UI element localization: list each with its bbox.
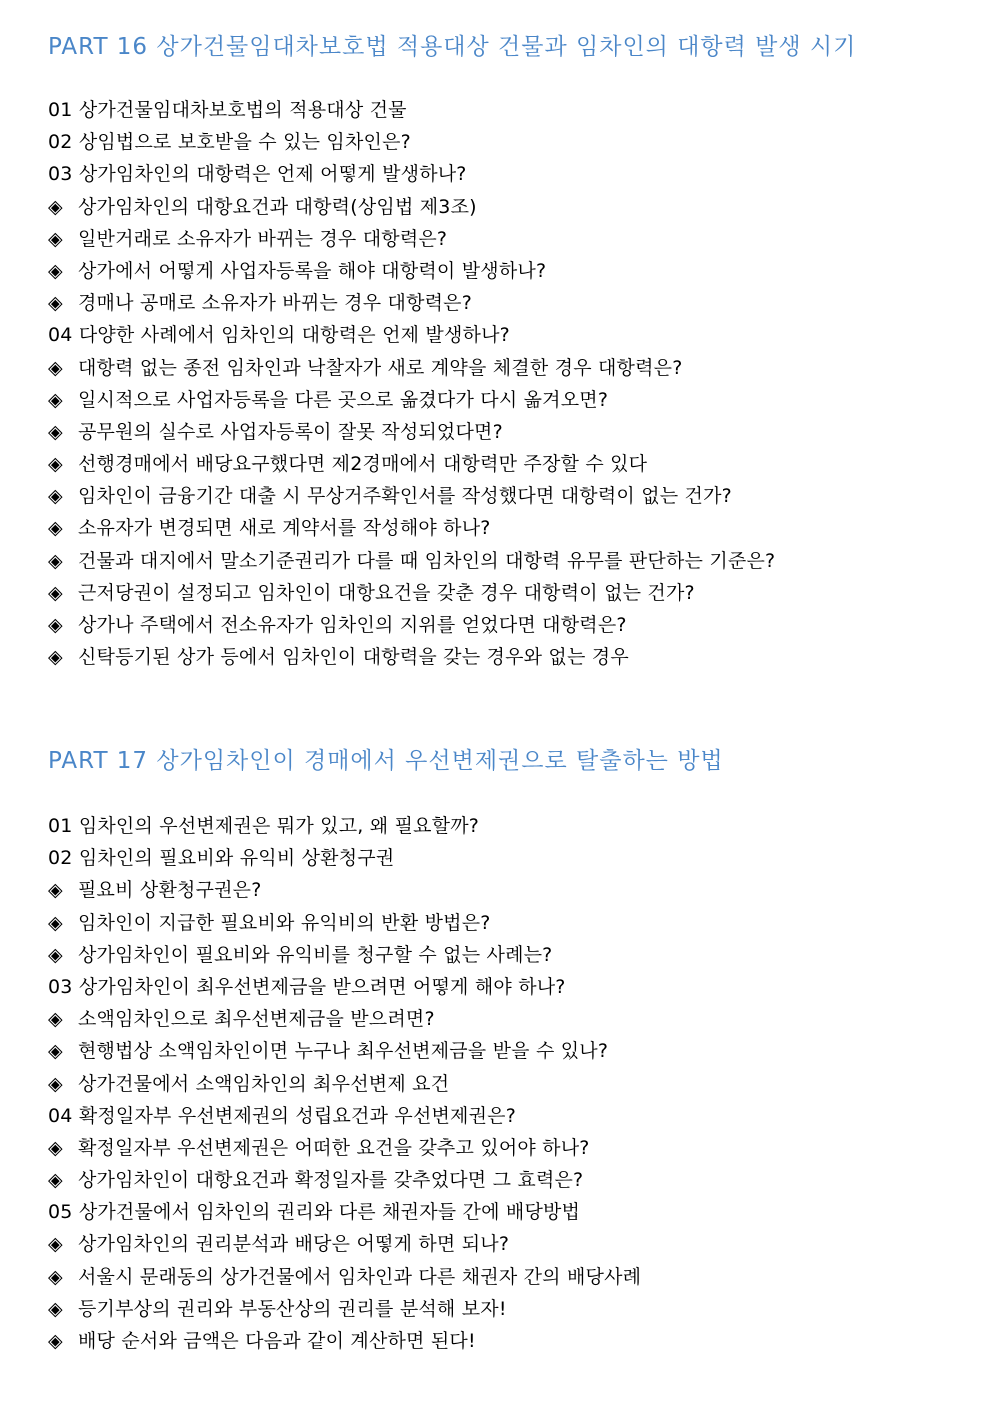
bullet-item (48, 1228, 641, 1260)
item-text: 등기부상의 권리와 부동산상의 권리를 분석해 보자! (78, 1297, 507, 1320)
item-text: 상가에서 어떻게 사업자등록을 해야 대항력이 발생하나? (78, 259, 547, 282)
diamond-bullet-icon: ◈ (48, 356, 63, 379)
item-text: 소유자가 변경되면 새로 계약서를 작성해야 하나? (78, 517, 491, 540)
bullet-item (48, 874, 641, 906)
chapter-heading (48, 842, 641, 874)
diamond-bullet-icon: ◈ (48, 292, 63, 315)
diamond-bullet-icon: ◈ (48, 1169, 63, 1192)
item-text: 경매나 공매로 소유자가 바뀌는 경우 대항력은? (78, 292, 473, 315)
bullet-item (48, 1164, 641, 1196)
bullet-item (48, 1132, 641, 1164)
bullet-item (48, 384, 775, 416)
item-text: 현행법상 소액임차인이면 누구나 최우선변제금을 받을 수 있나? (78, 1040, 609, 1063)
item-text: 02 임차인의 필요비와 유익비 상환청구권 (48, 847, 395, 870)
item-text: 신탁등기된 상가 등에서 임차인이 대항력을 갖는 경우와 없는 경우 (78, 646, 629, 669)
diamond-bullet-icon: ◈ (48, 227, 63, 250)
diamond-bullet-icon: ◈ (48, 420, 63, 443)
diamond-bullet-icon: ◈ (48, 581, 63, 604)
item-text: 상가임차인이 필요비와 유익비를 청구할 수 없는 사례는? (78, 943, 553, 966)
part-17-list (48, 810, 641, 1357)
chapter-heading (48, 319, 775, 351)
diamond-bullet-icon: ◈ (48, 453, 63, 476)
diamond-bullet-icon: ◈ (48, 943, 63, 966)
diamond-bullet-icon: ◈ (48, 1040, 63, 1063)
bullet-item (48, 1035, 641, 1067)
bullet-item (48, 609, 775, 641)
item-text: 04 다양한 사례에서 임차인의 대항력은 언제 발생하나? (48, 324, 510, 347)
diamond-bullet-icon: ◈ (48, 1297, 63, 1320)
diamond-bullet-icon: ◈ (48, 1233, 63, 1256)
bullet-item (48, 255, 775, 287)
diamond-bullet-icon: ◈ (48, 879, 63, 902)
bullet-item (48, 352, 775, 384)
item-text: 확정일자부 우선변제권은 어떠한 요건을 갖추고 있어야 하나? (78, 1136, 590, 1159)
item-text: 03 상가임차인이 최우선변제금을 받으려면 어떻게 해야 하나? (48, 975, 566, 998)
part-16-title: PART 16 상가건물임대차보호법 적용대상 건물과 임차인의 대항력 발생 시기 (48, 34, 857, 60)
bullet-item (48, 1293, 641, 1325)
diamond-bullet-icon: ◈ (48, 549, 63, 572)
item-text: 03 상가임차인의 대항력은 언제 어떻게 발생하나? (48, 163, 467, 186)
diamond-bullet-icon: ◈ (48, 614, 63, 636)
item-text: 일시적으로 사업자등록을 다른 곳으로 옮겼다가 다시 옮겨오면? (78, 388, 609, 411)
chapter-heading (48, 1196, 641, 1228)
bullet-item (48, 1261, 641, 1293)
diamond-bullet-icon: ◈ (48, 1072, 63, 1095)
item-text: 02 상임법으로 보호받을 수 있는 임차인은? (48, 131, 411, 154)
chapter-heading (48, 1100, 641, 1132)
item-text: 01 임차인의 우선변제권은 뭐가 있고, 왜 필요할까? (48, 815, 480, 837)
diamond-bullet-icon: ◈ (48, 1136, 63, 1159)
diamond-bullet-icon: ◈ (48, 259, 63, 282)
item-text: 상가임차인의 권리분석과 배당은 어떻게 하면 되나? (78, 1233, 510, 1256)
diamond-bullet-icon: ◈ (48, 1008, 63, 1031)
bullet-item (48, 480, 775, 512)
diamond-bullet-icon: ◈ (48, 646, 63, 669)
item-text: 소액임차인으로 최우선변제금을 받으려면? (78, 1008, 435, 1031)
item-text: 공무원의 실수로 사업자등록이 잘못 작성되었다면? (78, 420, 503, 443)
bullet-item (48, 577, 775, 609)
bullet-item (48, 545, 775, 577)
chapter-heading (48, 126, 775, 158)
item-text: 상가건물에서 소액임차인의 최우선변제 요건 (78, 1072, 450, 1095)
bullet-item (48, 641, 775, 673)
item-text: 04 확정일자부 우선변제권의 성립요건과 우선변제권은? (48, 1104, 517, 1127)
bullet-item (48, 191, 775, 223)
item-text: 건물과 대지에서 말소기준권리가 다를 때 임차인의 대항력 유무를 판단하는 기준은? (78, 549, 776, 572)
part-16-list (48, 94, 775, 673)
diamond-bullet-icon: ◈ (48, 195, 63, 218)
item-text: 근저당권이 설정되고 임차인이 대항요건을 갖춘 경우 대항력이 없는 건가? (78, 581, 695, 604)
chapter-heading (48, 810, 641, 842)
diamond-bullet-icon: ◈ (48, 911, 63, 934)
diamond-bullet-icon: ◈ (48, 1330, 63, 1352)
item-text: 배당 순서와 금액은 다음과 같이 계산하면 된다! (78, 1330, 476, 1352)
bullet-item (48, 448, 775, 480)
item-text: 서울시 문래동의 상가건물에서 임차인과 다른 채권자 간의 배당사례 (78, 1265, 642, 1288)
bullet-item (48, 907, 641, 939)
item-text: 상가나 주택에서 전소유자가 임차인의 지위를 얻었다면 대항력은? (78, 614, 627, 636)
bullet-item (48, 512, 775, 544)
item-text: 임차인이 지급한 필요비와 유익비의 반환 방법은? (78, 911, 491, 934)
part-17-title: PART 17 상가임차인이 경매에서 우선변제권으로 탈출하는 방법 (48, 748, 724, 774)
item-text: 상가임차인의 대항요건과 대항력(상임법 제3조) (78, 195, 477, 218)
bullet-item (48, 287, 775, 319)
item-text: 상가임차인이 대항요건과 확정일자를 갖추었다면 그 효력은? (78, 1169, 584, 1192)
diamond-bullet-icon: ◈ (48, 485, 63, 508)
item-text: 임차인이 금융기간 대출 시 무상거주확인서를 작성했다면 대항력이 없는 건가? (78, 485, 732, 508)
chapter-heading (48, 971, 641, 1003)
bullet-item (48, 939, 641, 971)
item-text: 01 상가건물임대차보호법의 적용대상 건물 (48, 99, 407, 121)
item-text: 05 상가건물에서 임차인의 권리와 다른 채권자들 간에 배당방법 (48, 1201, 581, 1224)
chapter-heading (48, 94, 775, 126)
item-text: 필요비 상환청구권은? (78, 879, 262, 902)
bullet-item (48, 223, 775, 255)
item-text: 선행경매에서 배당요구했다면 제2경매에서 대항력만 주장할 수 있다 (78, 453, 648, 476)
bullet-item (48, 416, 775, 448)
chapter-heading (48, 158, 775, 190)
bullet-item (48, 1003, 641, 1035)
diamond-bullet-icon: ◈ (48, 388, 63, 411)
bullet-item (48, 1325, 641, 1357)
item-text: 대항력 없는 종전 임차인과 낙찰자가 새로 계약을 체결한 경우 대항력은? (78, 356, 683, 379)
bullet-item (48, 1068, 641, 1100)
item-text: 일반거래로 소유자가 바뀌는 경우 대항력은? (78, 227, 448, 250)
diamond-bullet-icon: ◈ (48, 517, 63, 540)
diamond-bullet-icon: ◈ (48, 1265, 63, 1288)
